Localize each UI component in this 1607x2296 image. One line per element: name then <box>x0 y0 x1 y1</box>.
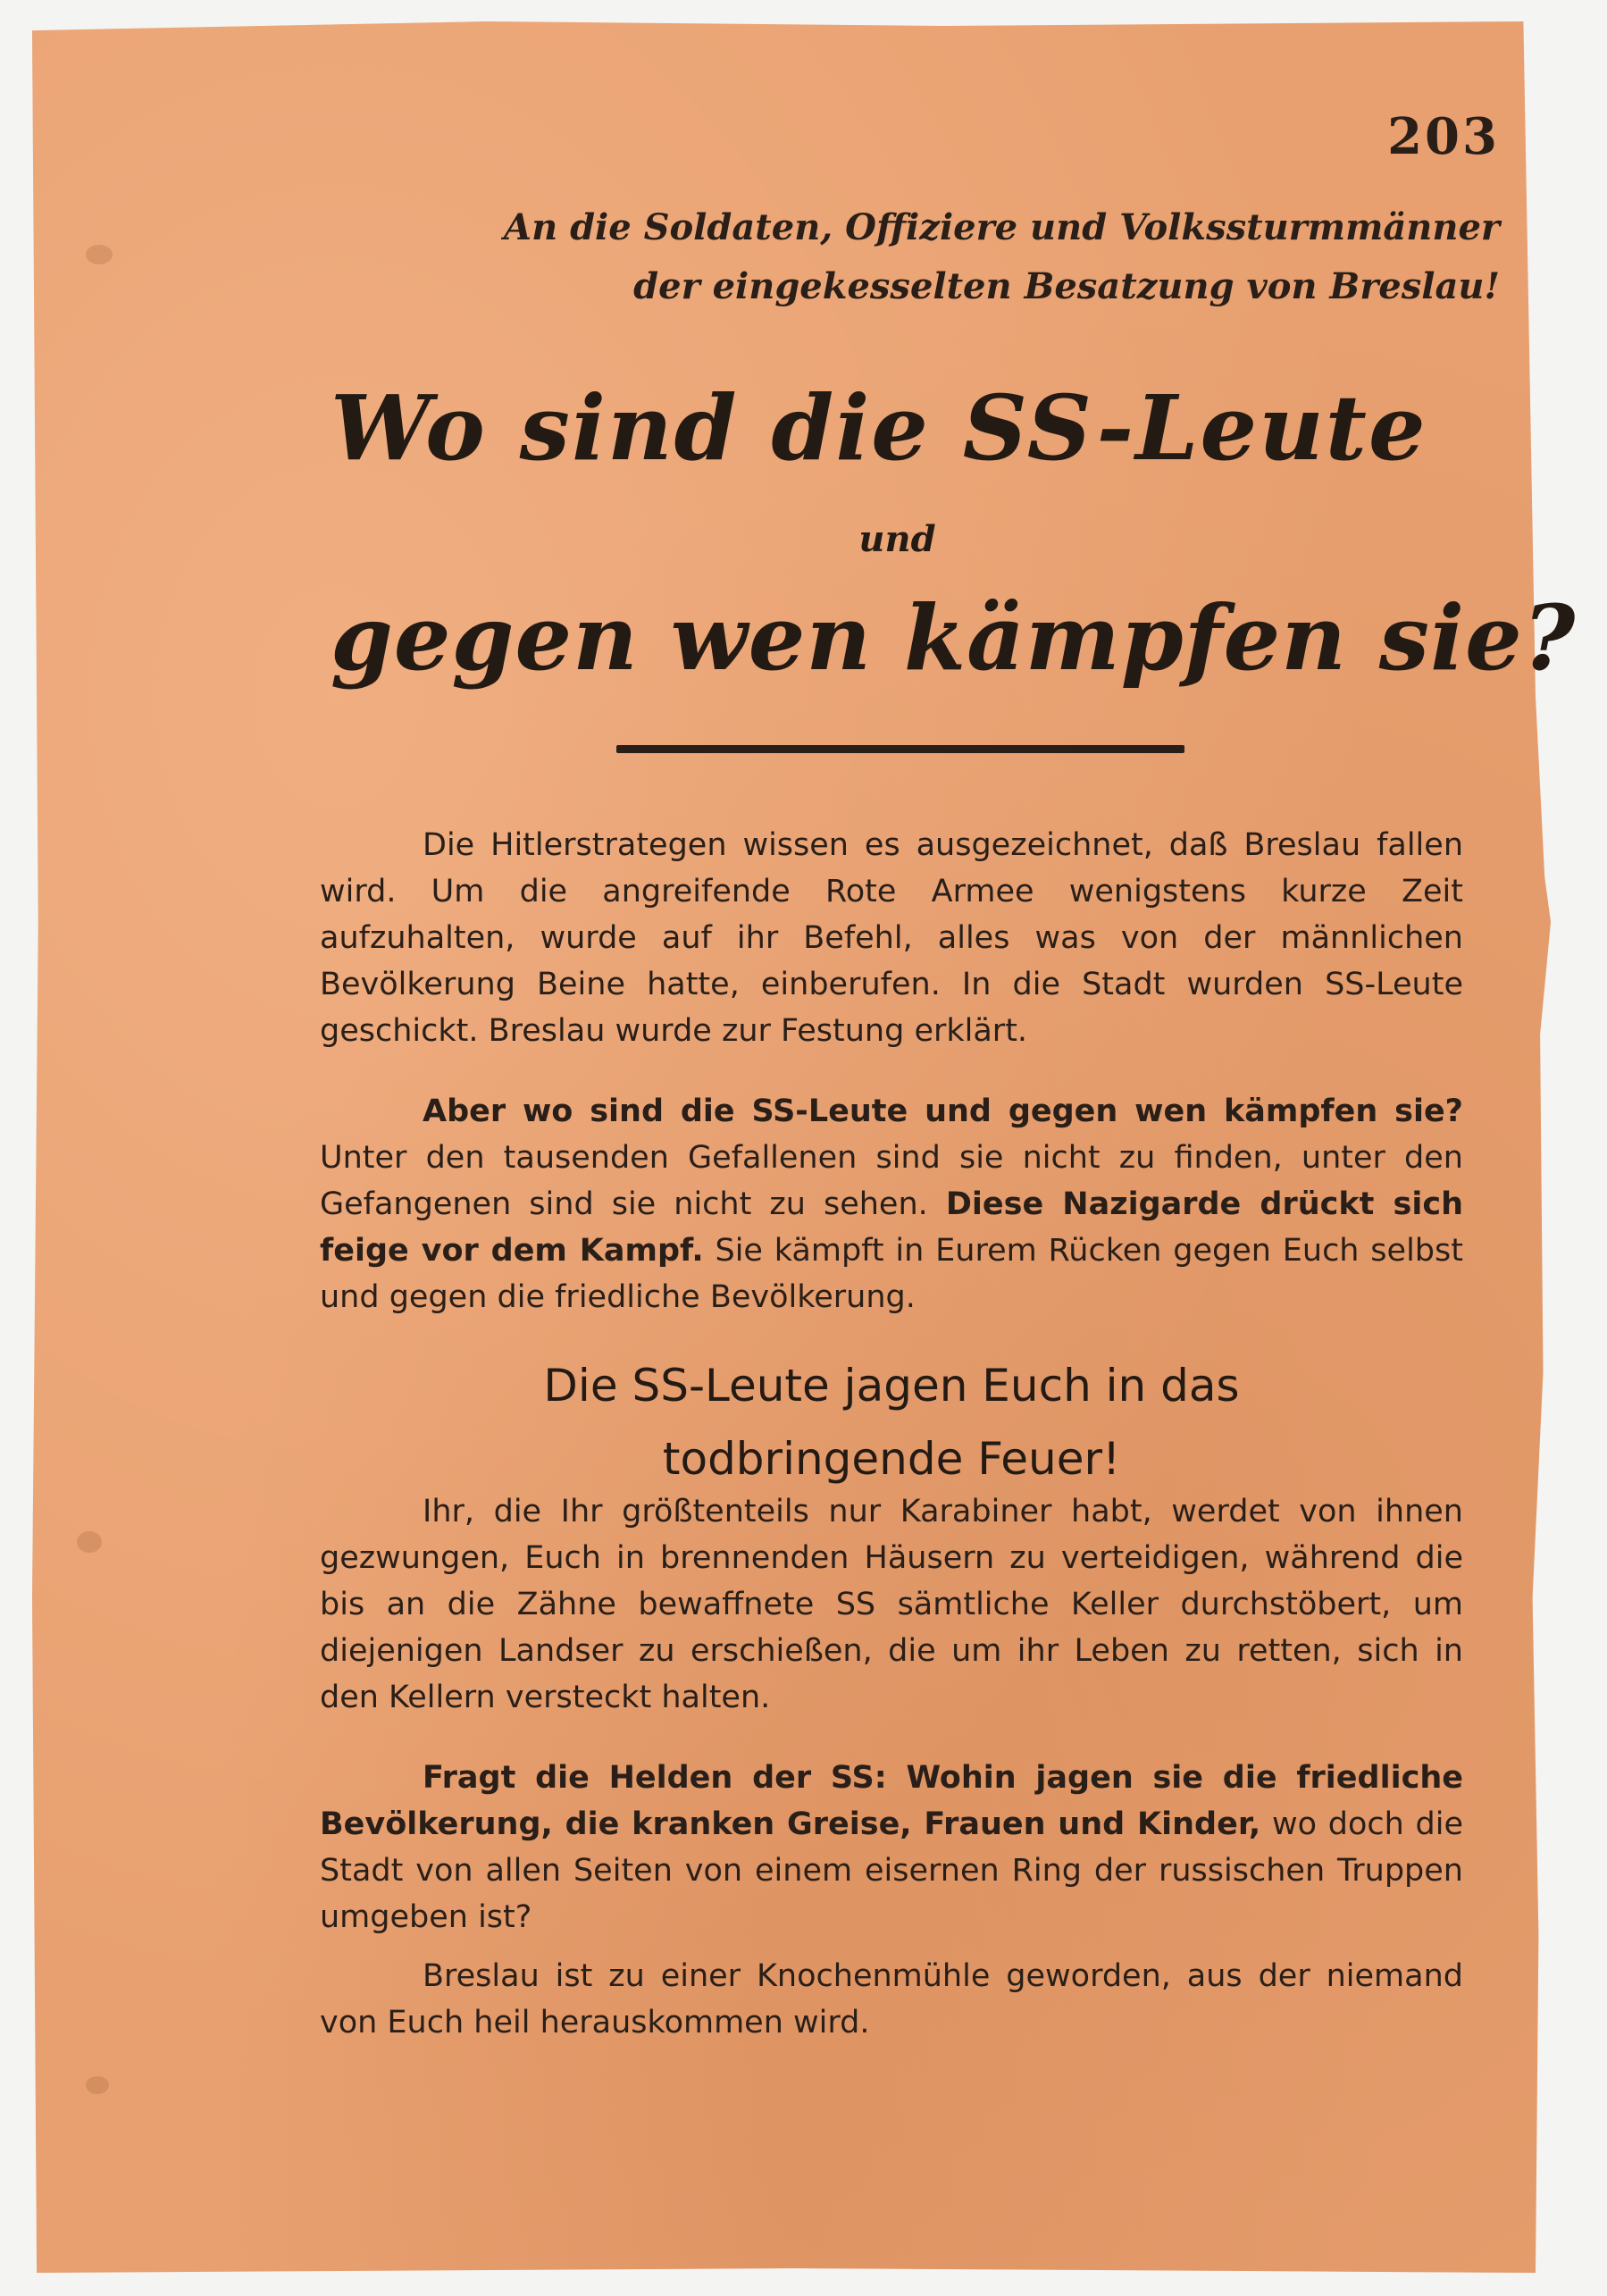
paragraph-1: Die Hitlerstrategen wissen es ausgezeichnet, daß Breslau fallen wird. Um die angreifende Rote Armee wenigstens kurze Zeit aufzuhalten, wurde auf ihr Befehl, alles was von der männlichen Bevölkerung Beine hatte, einberufen. In die Stadt wurden SS-Leute geschickt. Breslau wurde zur Festung erklärt. <box>320 827 1463 1049</box>
paper-stain <box>86 2076 109 2094</box>
subheading-line-1: Die SS-Leute jagen Euch in das <box>543 1360 1240 1412</box>
address-line-2: der eingekesselten Besatzung von Breslau! <box>633 265 1500 307</box>
address-line <box>339 198 1500 316</box>
paragraph-4 <box>320 1755 1463 1940</box>
headline-line-1: Wo sind die SS-Leute <box>331 375 1427 481</box>
paragraph-2-text-a: Unter den tausenden Gefallenen sind sie nicht zu finden, unter den Gefangenen sind sie nicht zu sehen. <box>320 1140 1463 1222</box>
subheading <box>320 1349 1463 1496</box>
headline-underline <box>616 745 1184 753</box>
paragraph-4-text: wo doch die Stadt von allen Seiten von einem eisernen Ring der russischen Truppen umgeben ist? <box>320 1806 1463 1935</box>
subheading-line-2: todbringende Feuer! <box>662 1433 1121 1485</box>
paper-stain <box>86 245 113 264</box>
headline-connector: und <box>858 518 936 560</box>
paragraph-2-text-b: Sie kämpft in Eurem Rücken gegen Euch selbst und gegen die friedliche Bevölkerung. <box>320 1233 1463 1315</box>
paragraph-2 <box>320 1088 1463 1320</box>
headline-line-2: gegen wen kämpfen sie? <box>331 585 1577 691</box>
page-number: 203 <box>1387 107 1500 166</box>
paragraph-5: Breslau ist zu einer Knochenmühle geworden, aus der niemand von Euch heil herauskommen wird. <box>320 1958 1463 2040</box>
paragraph-4-bold: Fragt die Helden der SS: Wohin jagen sie die friedliche Bevölkerung, die kranken Greise, Frauen und Kinder, <box>320 1760 1463 1842</box>
paragraph-3: Ihr, die Ihr größtenteils nur Karabiner habt, werdet von ihnen gezwungen, Euch in brennenden Häusern zu verteidigen, während die bis an die Zähne bewaffnete SS sämtliche Keller durchstöbert, um diejenigen Landser zu erschießen, die um ihr Leben zu retten, sich in den Kellern versteckt halten. <box>320 1494 1463 1715</box>
address-line-1: An die Soldaten, Offiziere und Volkssturmmänner <box>504 206 1500 248</box>
paragraph-2-bold-a: Aber wo sind die SS-Leute und gegen wen kämpfen sie? <box>423 1094 1463 1129</box>
paper-stain <box>77 1531 102 1553</box>
paragraph-2-bold-b: Diese Nazigarde drückt sich feige vor dem Kampf. <box>320 1186 1463 1269</box>
